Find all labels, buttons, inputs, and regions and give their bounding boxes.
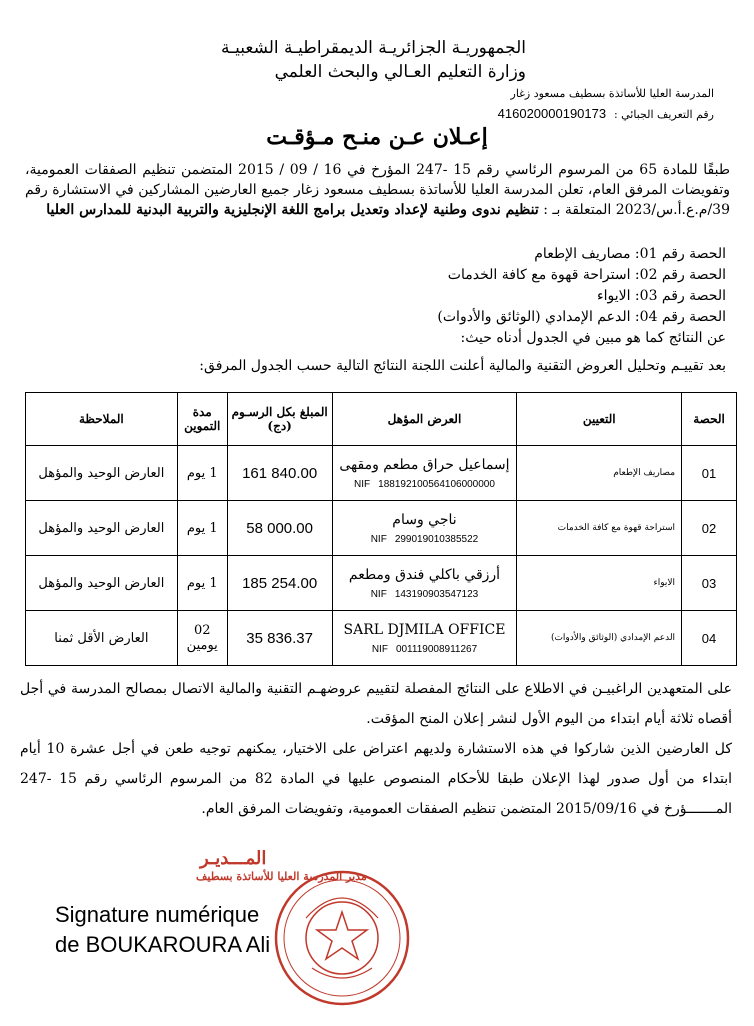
tax-id-line [498, 106, 714, 121]
row-lot: 01 [682, 446, 737, 501]
intro-paragraph [25, 160, 730, 220]
nif-label: NIF [371, 643, 388, 655]
row-duration: 1 يوم [177, 446, 227, 501]
bidder-name: إسماعيل حراق مطعم ومقهى [339, 456, 510, 473]
row-remark: العارض الوحيد والمؤهل [26, 556, 178, 611]
nif-value: 299019010385522 [394, 533, 479, 545]
bidder-nif [334, 589, 516, 600]
director-subtitle: مدير المدرسة العليا للأساتذة بسطيف [196, 870, 367, 883]
bidder-nif [334, 479, 516, 490]
republic-header: الجمهوريـة الجزائريـة الديمقراطيـة الشعبيـة [221, 38, 526, 58]
table-row [26, 501, 737, 556]
digital-signature [55, 900, 270, 960]
table-row [26, 446, 737, 501]
bidder-name: أرزقي باكلي فندق ومطعم [348, 566, 501, 583]
header-remark: الملاحظة [26, 393, 178, 446]
lot-item-4: الحصة رقم 04: الدعم الإمدادي (الوثائق والأدوات) [437, 309, 726, 325]
nif-label: NIF [370, 533, 387, 545]
table-row [26, 556, 737, 611]
bidder-name: SARL DJMILA OFFICE [343, 621, 506, 638]
row-designation: مصاريف الإطعام [517, 446, 682, 501]
table-header-row [26, 393, 737, 446]
row-lot: 03 [682, 556, 737, 611]
official-stamp-icon [272, 868, 412, 1008]
bidder-nif [334, 644, 516, 655]
lots-list [26, 244, 726, 349]
row-designation: الايواء [517, 556, 682, 611]
table-intro: بعد تقييـم وتحليل العروض التقنية والمالية أعلنت اللجنة النتائج التالية حسب الجدول المرفق: [199, 358, 726, 374]
bidder-name: ناجي وسام [392, 511, 457, 528]
row-bidder [332, 556, 517, 611]
school-name: المدرسة العليا للأساتذة بسطيف مسعود زغار [510, 87, 714, 100]
nif-value: 001119008911267 [395, 643, 478, 655]
row-amount: 161 840.00 [227, 446, 332, 501]
consultation-subject: تنظيم ندوى وطنية لإعداد وتعديل برامج اللغة الإنجليزية والتربية البدنية للمدارس العليا [46, 202, 539, 218]
nif-value: 143190903547123 [394, 588, 479, 600]
results-note: عن النتائج كما هو مبين في الجدول أدناه حيث: [460, 330, 726, 346]
row-amount: 185 254.00 [227, 556, 332, 611]
header-amount: المبلغ بكل الرسـوم (دج) [227, 393, 332, 446]
nif-label: NIF [370, 588, 387, 600]
row-lot: 04 [682, 611, 737, 666]
signature-line-1: Signature numérique [55, 902, 260, 927]
tax-id-number: 416020000190173 [497, 106, 607, 121]
ministry-header: وزارة التعليم العـالي والبحث العلمي [274, 62, 526, 82]
intro-text: طبقًا للمادة 65 من المرسوم الرئاسي رقم 15 -247 المؤرخ في 16 / 09 / 2015 المتضمن تنظيم الصفقات العمومية، وتفويضات المرفق العام، تعلن المدرسة العليا للأساتذة بسطيف مسعود زغار جميع العارضين المشاركين في الاستشارة رقم 39/م.ع.أ.س/2023 المتعلقة بـ : [25, 162, 730, 218]
nif-value: 188192100564106000000 [378, 478, 495, 490]
row-remark: العارض الأقل ثمنا [26, 611, 178, 666]
row-bidder [332, 611, 517, 666]
row-bidder [332, 501, 517, 556]
row-amount: 58 000.00 [227, 501, 332, 556]
tax-id-label: رقم التعريف الجبائي : [613, 108, 714, 121]
row-lot: 02 [682, 501, 737, 556]
lot-item-3: الحصة رقم 03: الايواء [597, 288, 726, 304]
row-remark: العارض الوحيد والمؤهل [26, 446, 178, 501]
row-designation: استراحة قهوة مع كافة الخدمات [517, 501, 682, 556]
nif-label: NIF [354, 478, 371, 490]
bidder-nif [334, 534, 516, 545]
lot-item-2: الحصة رقم 02: استراحة قهوة مع كافة الخدمات [447, 267, 726, 283]
results-table [25, 392, 737, 666]
row-duration: 1 يوم [177, 501, 227, 556]
row-designation: الدعم الإمدادي (الوثائق والأدوات) [517, 611, 682, 666]
lot-item-1: الحصة رقم 01: مصاريف الإطعام [534, 246, 726, 262]
row-bidder [332, 446, 517, 501]
header-lot: الحصة [682, 393, 737, 446]
header-bidder: العرض المؤهل [332, 393, 517, 446]
closing-paragraph-2: كل العارضين الذين شاركوا في هذه الاستشارة ولديهم اعتراض على الاختيار، يمكنهم توجيه طعن في أجل عشرة 10 أيام ابتداء من أول صدور لهذا الإعلان طبقا للأحكام المنصوص عليها في المادة 82 من المرسوم الرئاسي رقم 15 -247 المـــــــؤرخ في 2015/09/16 المتضمن تنظيم الصفقات العمومية، وتفويضات المرفق العام. [20, 741, 733, 817]
row-duration: 1 يوم [177, 556, 227, 611]
header-duration: مدة التموين [177, 393, 227, 446]
row-amount: 35 836.37 [227, 611, 332, 666]
row-duration: 02 يومين [177, 611, 227, 666]
document-title: إعـلان عـن منـح مـؤقـت [266, 124, 488, 150]
row-remark: العارض الوحيد والمؤهل [26, 501, 178, 556]
header-designation: التعيين [517, 393, 682, 446]
table-row [26, 611, 737, 666]
director-title: المـــديـر [200, 848, 267, 869]
closing-paragraph-1: على المتعهدين الراغبيـن في الاطلاع على النتائج المفصلة لتقييم عروضهـم التقنية والمالية الاتصال بمصالح المدرسة في أجل أقصاه ثلاثة أيام ابتداء من اليوم الأول لنشر إعلان المنح المؤقت. [20, 681, 732, 727]
signature-line-2: de BOUKAROURA Ali [55, 932, 271, 957]
